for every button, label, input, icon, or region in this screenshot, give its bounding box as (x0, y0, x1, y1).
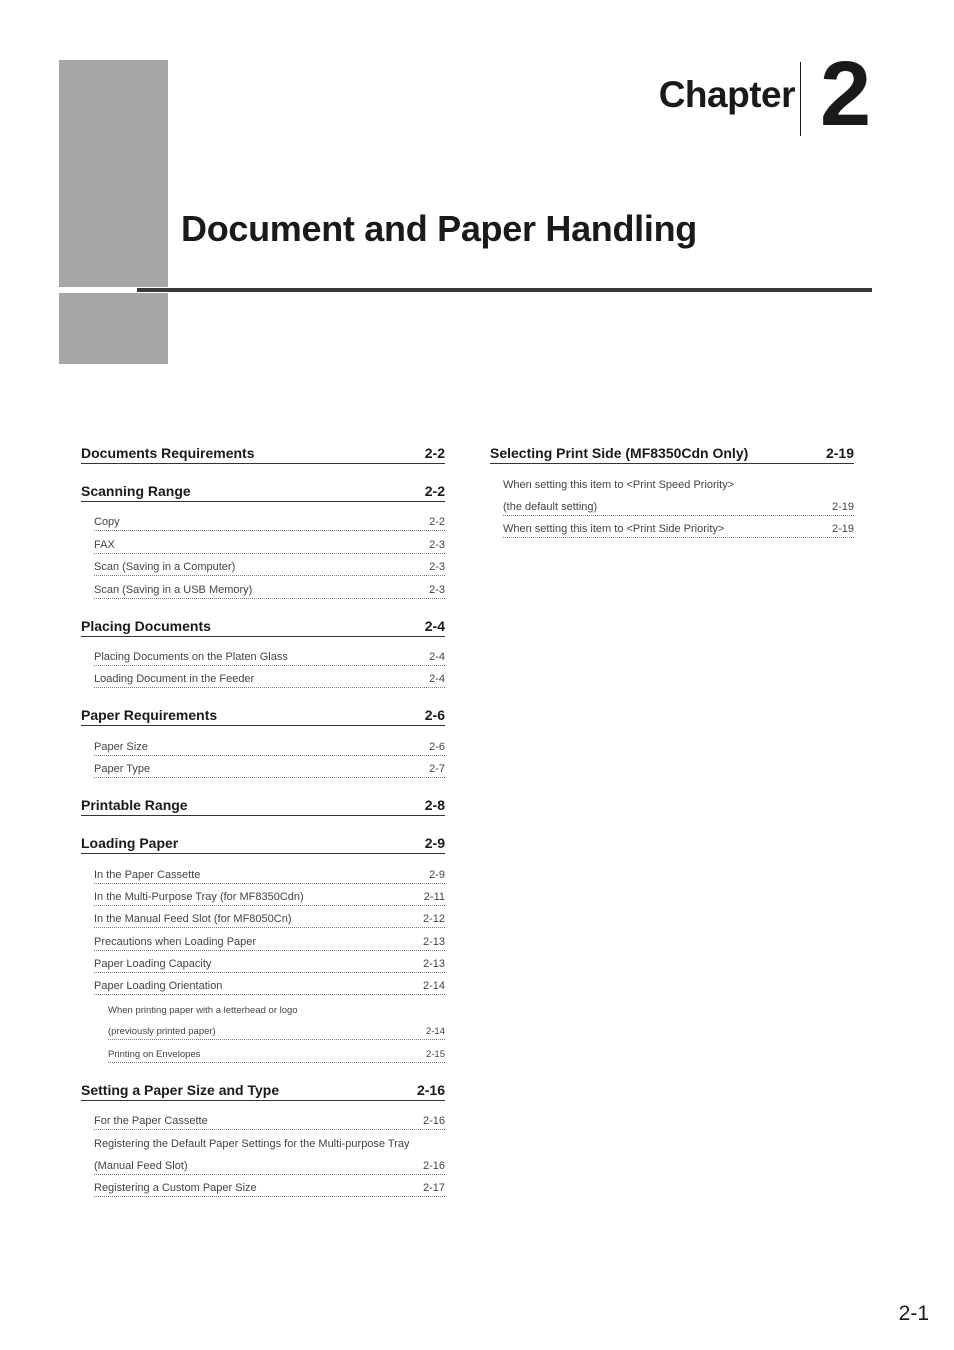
toc-item-page: 2-16 (422, 1115, 445, 1128)
toc-item-page: 2-13 (422, 958, 445, 971)
toc-section (81, 1079, 445, 1198)
toc-item[interactable] (94, 733, 445, 755)
chapter-title: Document and Paper Handling (181, 208, 697, 249)
toc-section-page: 2-2 (424, 445, 445, 461)
toc-section-page: 2-19 (825, 445, 854, 461)
toc-item[interactable] (94, 861, 445, 883)
toc-item-text: Loading Document in the Feeder (94, 673, 255, 686)
toc-item[interactable] (94, 884, 445, 906)
toc-item-page: 2-4 (429, 673, 445, 686)
toc-section (81, 832, 445, 1063)
toc-item-text: When setting this item to <Print Side Priority> (503, 523, 725, 536)
toc-item[interactable] (94, 1108, 445, 1130)
toc-item-text: Printing on Envelopes (108, 1048, 201, 1060)
toc-section (81, 704, 445, 778)
toc-section-page: 2-6 (424, 707, 445, 724)
toc-section-title: Paper Requirements (81, 707, 218, 724)
toc-item[interactable] (94, 666, 445, 688)
toc-section (490, 442, 854, 538)
toc-item[interactable] (503, 493, 854, 515)
toc-left-column (81, 442, 445, 1213)
toc-section (81, 442, 445, 464)
toc-item[interactable] (94, 1152, 445, 1174)
chapter-gray-block (59, 60, 168, 287)
toc-item[interactable] (108, 1018, 445, 1040)
toc-section-heading[interactable] (81, 1079, 445, 1101)
toc-item-list (81, 637, 445, 689)
toc-section-title: Selecting Print Side (MF8350Cdn Only) (490, 445, 749, 461)
toc-item-text: For the Paper Cassette (94, 1115, 208, 1128)
toc-item-list (490, 464, 854, 538)
toc-item-page: 2-19 (831, 500, 854, 513)
toc-item[interactable] (94, 531, 445, 553)
toc-item-text: (Manual Feed Slot) (94, 1159, 188, 1172)
toc-item-page: 2-13 (422, 935, 445, 948)
toc-item-text: When setting this item to <Print Speed Priority> (503, 479, 735, 492)
toc-section-title: Loading Paper (81, 835, 179, 852)
toc-item-text: Scan (Saving in a USB Memory) (94, 583, 253, 596)
toc-section-page: 2-2 (424, 483, 445, 499)
toc-section-page: 2-8 (424, 797, 445, 814)
toc-item-page: 2-15 (425, 1048, 445, 1060)
toc-item-list (81, 1101, 445, 1198)
chapter-divider (800, 62, 801, 136)
toc-item-page: 2-4 (429, 650, 445, 663)
toc-item-page: 2-16 (422, 1159, 445, 1172)
toc-item-text: Registering the Default Paper Settings for the Multi-purpose Tray (94, 1138, 410, 1151)
toc-section-title: Placing Documents (81, 617, 211, 634)
toc-item-text: Paper Type (94, 763, 151, 776)
toc-section-page: 2-4 (424, 617, 445, 634)
toc-item-page: 2-12 (422, 913, 445, 926)
toc-section-page: 2-16 (416, 1081, 445, 1098)
toc-item[interactable] (94, 973, 445, 995)
toc-item[interactable] (94, 509, 445, 531)
toc-item[interactable] (108, 995, 445, 1017)
toc-section-title: Setting a Paper Size and Type (81, 1081, 280, 1098)
toc-item-page: 2-14 (422, 980, 445, 993)
title-rule (137, 288, 872, 292)
toc-item-text: FAX (94, 538, 115, 551)
toc-item[interactable] (108, 1040, 445, 1062)
toc-section-heading[interactable] (81, 704, 445, 726)
toc-section-heading[interactable] (81, 615, 445, 637)
toc-item[interactable] (94, 951, 445, 973)
toc-item-text: Scan (Saving in a Computer) (94, 561, 236, 574)
toc-section-heading[interactable] (81, 480, 445, 502)
toc-item-text: Paper Loading Orientation (94, 980, 223, 993)
chapter-number: 2 (820, 43, 872, 145)
chapter-label: Chapter (658, 74, 795, 115)
toc-item-page: 2-11 (423, 890, 445, 903)
toc-item[interactable] (94, 576, 445, 598)
toc-item-page: 2-2 (429, 516, 445, 529)
toc-item[interactable] (94, 756, 445, 778)
toc-item[interactable] (94, 554, 445, 576)
toc-item[interactable] (94, 1130, 445, 1152)
toc-item[interactable] (94, 644, 445, 666)
toc-item[interactable] (503, 471, 854, 493)
toc-item-list (81, 502, 445, 599)
toc-item-text: (previously printed paper) (108, 1026, 216, 1038)
toc-item-page: 2-3 (429, 583, 445, 596)
toc-section-heading[interactable] (490, 442, 854, 464)
toc-item-page: 2-7 (429, 763, 445, 776)
toc-item[interactable] (94, 1175, 445, 1197)
toc-section-page: 2-9 (424, 835, 445, 852)
toc-item-text: In the Multi-Purpose Tray (for MF8350Cdn) (94, 890, 304, 903)
page-number: 2-1 (898, 1302, 929, 1325)
toc-item-text: Copy (94, 516, 120, 529)
toc-section (81, 480, 445, 599)
toc-item-page: 2-19 (831, 523, 854, 536)
toc-section-title: Documents Requirements (81, 445, 255, 461)
toc-item-text: Paper Loading Capacity (94, 958, 212, 971)
toc-item-text: Paper Size (94, 740, 148, 753)
toc-item-page: 2-6 (429, 740, 445, 753)
toc-item-list (81, 726, 445, 778)
toc-item-text: When printing paper with a letterhead or logo (108, 1004, 298, 1016)
toc-item-text: In the Paper Cassette (94, 868, 201, 881)
toc-section-title: Printable Range (81, 797, 188, 814)
toc-section (81, 794, 445, 816)
toc-item-text: (the default setting) (503, 500, 598, 513)
toc-item-text: Precautions when Loading Paper (94, 935, 257, 948)
toc-item-page: 2-3 (429, 561, 445, 574)
toc-section-heading[interactable] (81, 442, 445, 464)
toc-item-text: Placing Documents on the Platen Glass (94, 650, 288, 663)
toc-item-page: 2-9 (429, 868, 445, 881)
toc-item-page: 2-17 (422, 1182, 445, 1195)
toc-section-title: Scanning Range (81, 483, 191, 499)
toc-item[interactable] (94, 928, 445, 950)
chapter-gray-block-lower (59, 293, 168, 364)
toc-item[interactable] (503, 516, 854, 538)
toc-section (81, 615, 445, 689)
toc-item-list (81, 854, 445, 1063)
toc-section-heading[interactable] (81, 794, 445, 816)
toc-item-text: In the Manual Feed Slot (for MF8050Cn) (94, 913, 292, 926)
toc-item[interactable] (94, 906, 445, 928)
toc-section-heading[interactable] (81, 832, 445, 854)
toc-right-column (490, 442, 854, 554)
toc-item-text: Registering a Custom Paper Size (94, 1182, 257, 1195)
toc-item-page: 2-14 (425, 1026, 445, 1038)
toc-item-page: 2-3 (429, 538, 445, 551)
